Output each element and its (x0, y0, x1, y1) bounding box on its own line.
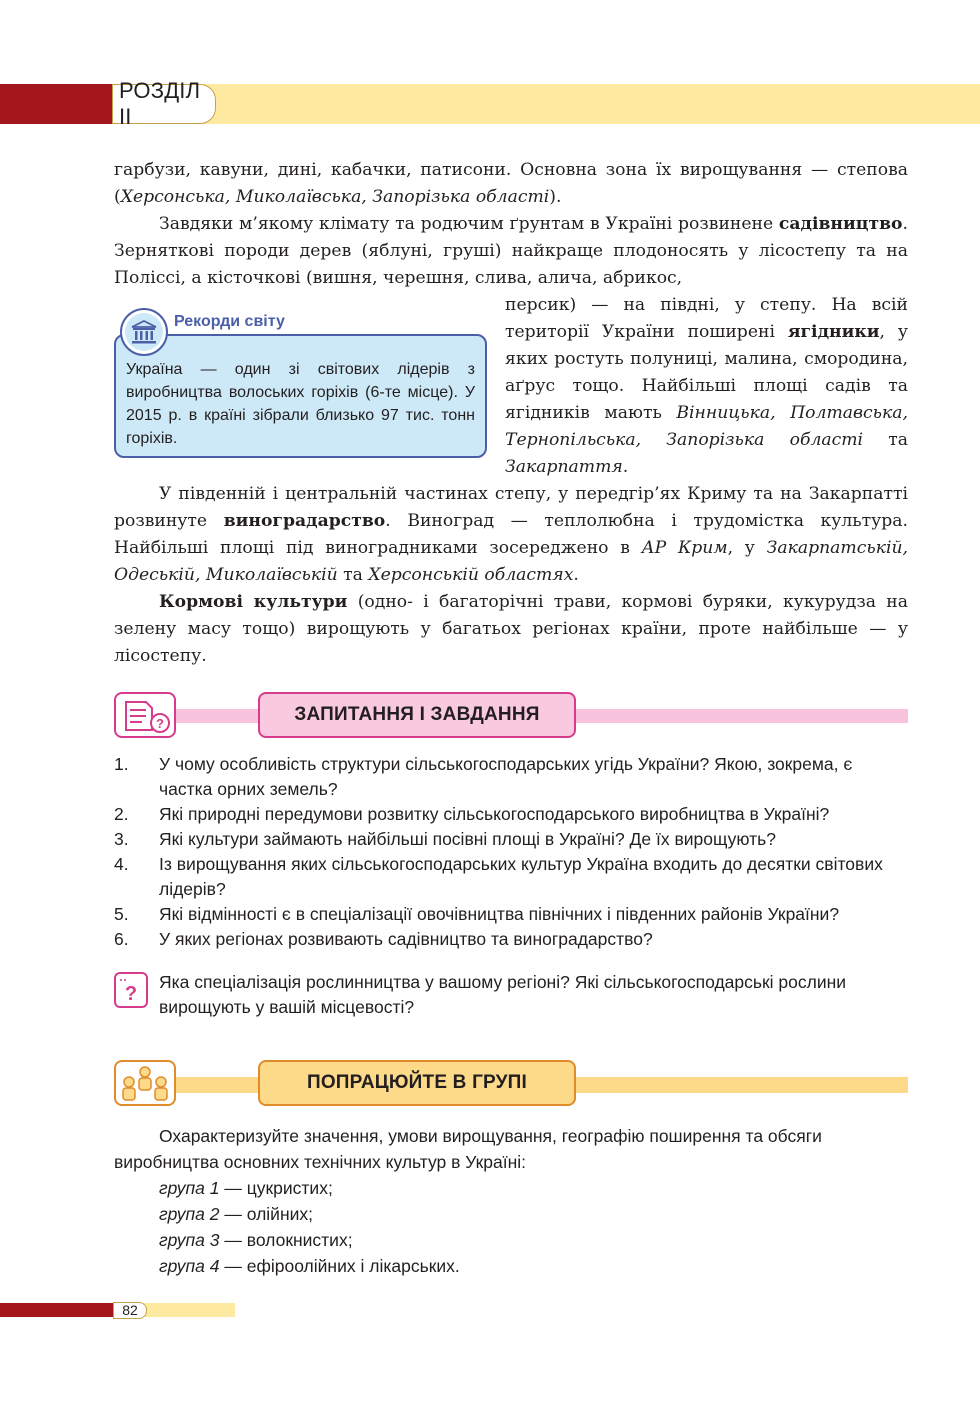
paragraph-3: У південній і центральній частинах степу, у передгір’ях Криму та на Закарпатті розвинуте виноградарство. Виноград — теплолюбна і трудомістка культура. Найбільші площі під виноградниками зосереджено в АР Крим, у Закарпатській, Одеській, Миколаївській та Херсонській областях. (114, 484, 908, 585)
list-item: 6. У яких регіонах розвивають садівництво та виноградарство? (114, 929, 653, 949)
records-box (114, 334, 487, 458)
list-item: група 4 — ефіроолійних і лікарських. (159, 1256, 460, 1276)
paragraph-4: Кормові культури (одно- і багаторічні трави, кормові буряки, кукурудза на зелену масу тощо) вирощують у багатьох регіонах країни, проте найбільше — у лісостепу. (114, 592, 908, 666)
paragraph-2-cont: персик) — на півдні, у степу. На всій території України поширені ягідники, у яких ростуть полуниці, малина, смородина, аґрус тощо. Найбільші площі садів та ягідників мають Вінницька, Полтавська, Тернопільська, Запорізька області та Закарпаття. (505, 295, 908, 477)
list-item: 2. Які природні передумови розвитку сільськогосподарського виробництва в Україні? (114, 804, 830, 824)
records-title: Рекорди світу (174, 313, 285, 330)
list-item: група 1 — цукристих; (159, 1178, 333, 1198)
questions-list (114, 752, 908, 952)
list-item: група 3 — волокнистих; (159, 1230, 353, 1250)
list-item: група 2 — олійних; (159, 1204, 313, 1224)
page-number: 82 (113, 1302, 147, 1319)
footer-yellow-band (140, 1303, 235, 1317)
list-item: 5. Які відмінності є в спеціалізації овочівництва північних і південних районів України? (114, 904, 840, 924)
records-text: Україна — один зі світових лідерів з виробництва волоських горіхів (6-те місце). У 2015 р. в країні зібрали близько 97 тис. тонн горіхів. (126, 361, 475, 447)
building-columns-icon (120, 308, 168, 356)
question-document-icon (114, 692, 176, 738)
list-item: 1. У чому особливість структури сільськогосподарських угідь України? Якою, зокрема, є частка орних земель? (114, 754, 853, 799)
top-text (114, 157, 908, 292)
questions-heading: ЗАПИТАННЯ І ЗАВДАННЯ (258, 692, 576, 738)
paragraph-1: гарбузи, кавуни, дині, кабачки, патисони. Основна зона їх вирощування — степова (Херсонська, Миколаївська, Запорізька області). (114, 160, 908, 207)
group-heading: ПОПРАЦЮЙТЕ В ГРУПІ (258, 1060, 576, 1106)
lower-text (114, 481, 908, 670)
header-red-band (0, 84, 120, 124)
footer-red-band (0, 1303, 120, 1317)
list-item: 4. Із вирощування яких сільськогосподарських культур Україна входить до десятки світових лідерів? (114, 854, 883, 899)
question-mark-icon (114, 972, 148, 1008)
group-people-icon (114, 1060, 176, 1106)
think-question: Яка спеціалізація рослинництва у вашому регіоні? Які сільськогосподарські рослини вирощують у вашій місцевості? (159, 972, 847, 1017)
section-label (112, 78, 216, 129)
section-title: РОЗДІЛ ІІ (119, 78, 201, 129)
group-intro: Охарактеризуйте значення, умови вирощування, географію поширення та обсяги виробництва основних технічних культур в Україні: (114, 1126, 822, 1172)
group-text (114, 1123, 908, 1279)
paragraph-2: Завдяки м’якому клімату та родючим ґрунтам в Україні розвинене садівництво. Зерняткові породи дерев (яблуні, груші) найкраще плодоносять у лісостепу та на Поліссі, а кісточкові (вишня, черешня, слива, алича, абрикос, (114, 214, 908, 288)
side-text (505, 292, 908, 481)
svg-text:?: ? (156, 716, 164, 731)
list-item: 3. Які культури займають найбільші посівні площі в Україні? Де їх вирощують? (114, 829, 776, 849)
svg-text:?: ? (124, 983, 138, 1005)
header-yellow-band (200, 84, 980, 124)
